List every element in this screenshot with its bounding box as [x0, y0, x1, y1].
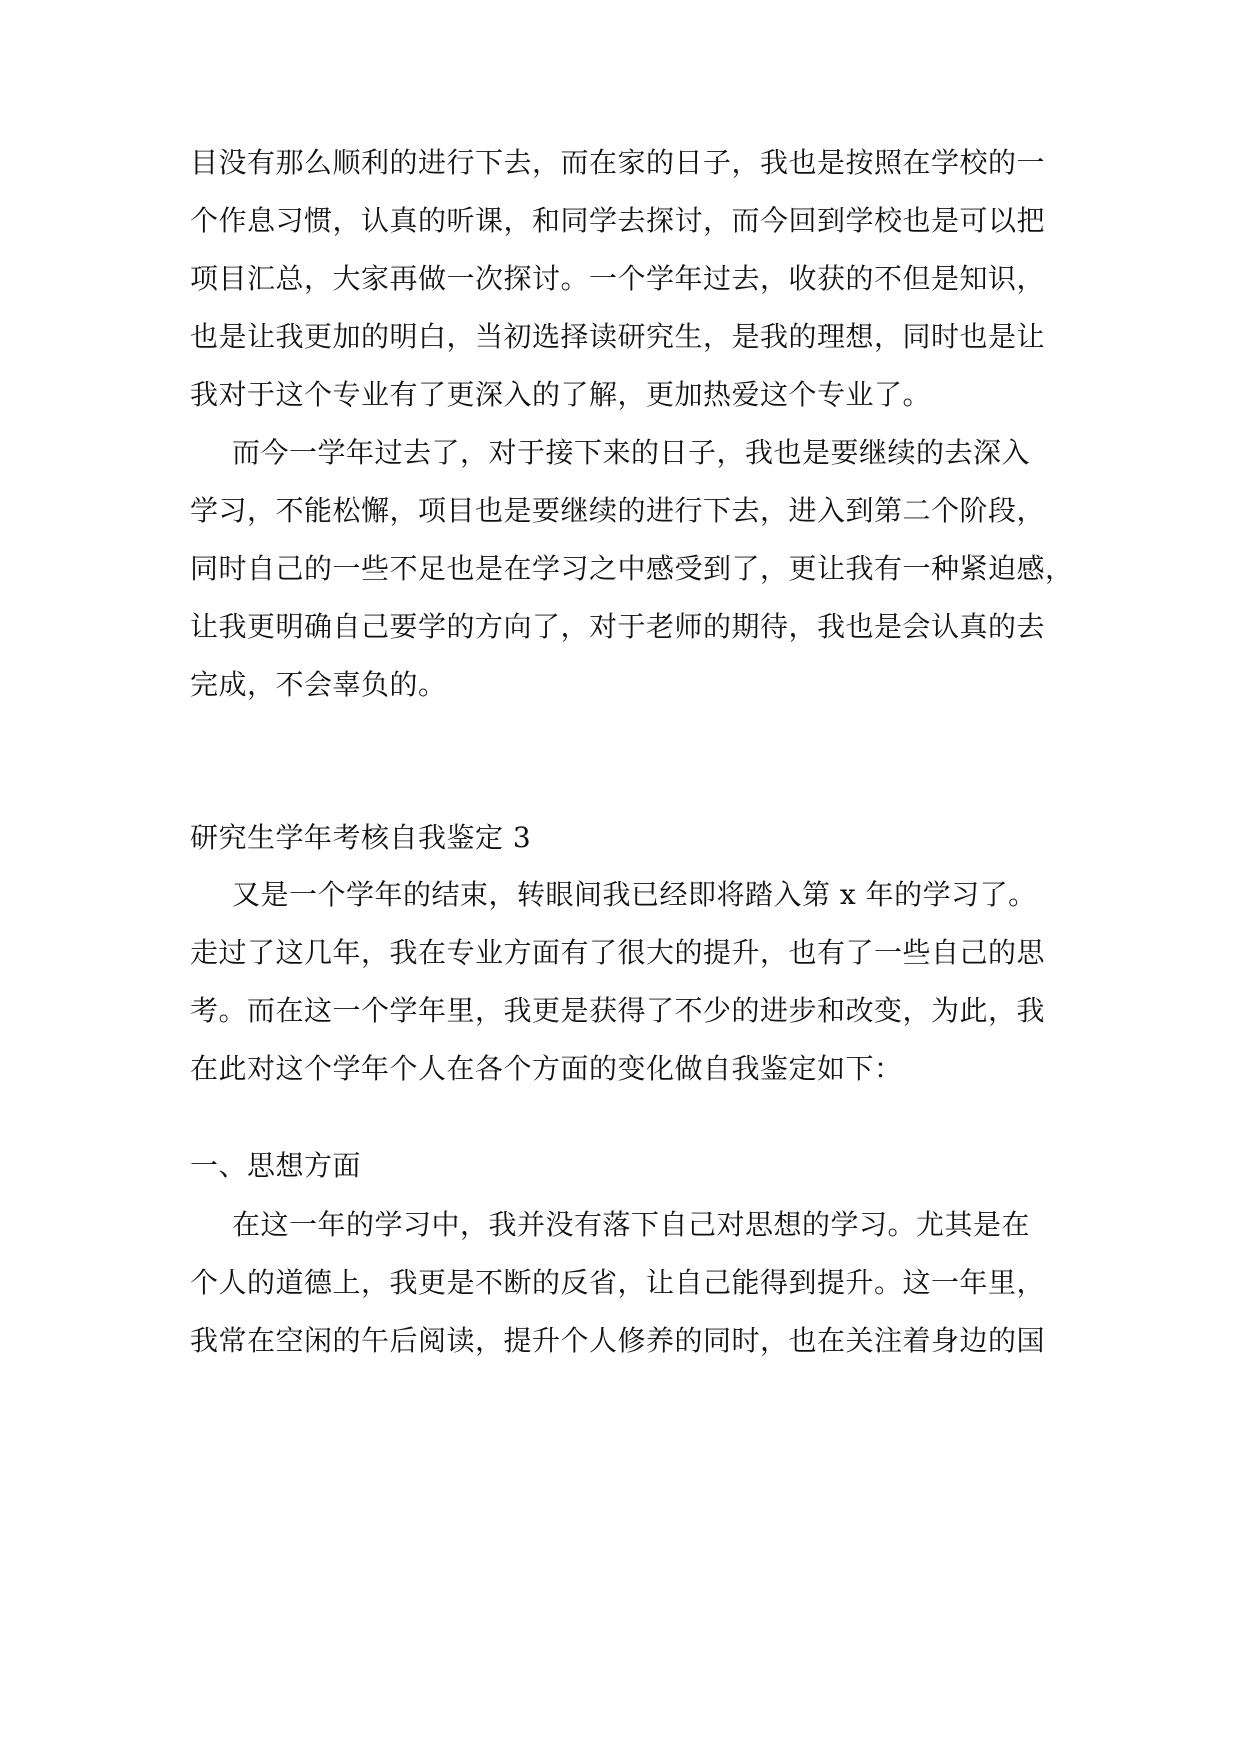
- paragraph-2-line-3: 同时自己的一些不足也是在学习之中感受到了，更让我有一种紧迫感，: [190, 552, 1074, 585]
- paragraph-3-line-4: 在此对这个学年个人在各个方面的变化做自我鉴定如下：: [190, 1052, 903, 1085]
- paragraph-3-line-1: 又是一个学年的结束，转眼间我已经即将踏入第 x 年的学习了。: [232, 878, 1037, 911]
- paragraph-3-line-3: 考。而在这一个学年里，我更是获得了不少的进步和改变，为此，我: [190, 994, 1046, 1027]
- paragraph-4-line-2: 个人的道德上，我更是不断的反省，让自己能得到提升。这一年里，: [190, 1266, 1046, 1299]
- subheading-thought: 一、思想方面: [190, 1149, 362, 1182]
- section-title: 研究生学年考核自我鉴定 3: [190, 821, 532, 854]
- paragraph-2-line-5: 完成，不会辜负的。: [190, 668, 447, 701]
- paragraph-2-line-4: 让我更明确自己要学的方向了，对于老师的期待，我也是会认真的去: [190, 610, 1046, 643]
- paragraph-1-line-4: 也是让我更加的明白，当初选择读研究生，是我的理想，同时也是让: [190, 320, 1046, 353]
- paragraph-2-line-2: 学习，不能松懈，项目也是要继续的进行下去，进入到第二个阶段，: [190, 494, 1046, 527]
- paragraph-1-line-3: 项目汇总，大家再做一次探讨。一个学年过去，收获的不但是知识，: [190, 262, 1046, 295]
- paragraph-1-line-2: 个作息习惯，认真的听课，和同学去探讨，而今回到学校也是可以把: [190, 204, 1046, 237]
- paragraph-1-line-1: 目没有那么顺利的进行下去，而在家的日子，我也是按照在学校的一: [190, 146, 1046, 179]
- paragraph-4-line-3: 我常在空闲的午后阅读，提升个人修养的同时，也在关注着身边的国: [190, 1324, 1046, 1357]
- paragraph-4-line-1: 在这一年的学习中，我并没有落下自己对思想的学习。尤其是在: [232, 1208, 1031, 1241]
- paragraph-2-line-1: 而今一学年过去了，对于接下来的日子，我也是要继续的去深入: [232, 436, 1031, 469]
- paragraph-3-line-2: 走过了这几年，我在专业方面有了很大的提升，也有了一些自己的思: [190, 936, 1046, 969]
- paragraph-1-line-5: 我对于这个专业有了更深入的了解，更加热爱这个专业了。: [190, 378, 932, 411]
